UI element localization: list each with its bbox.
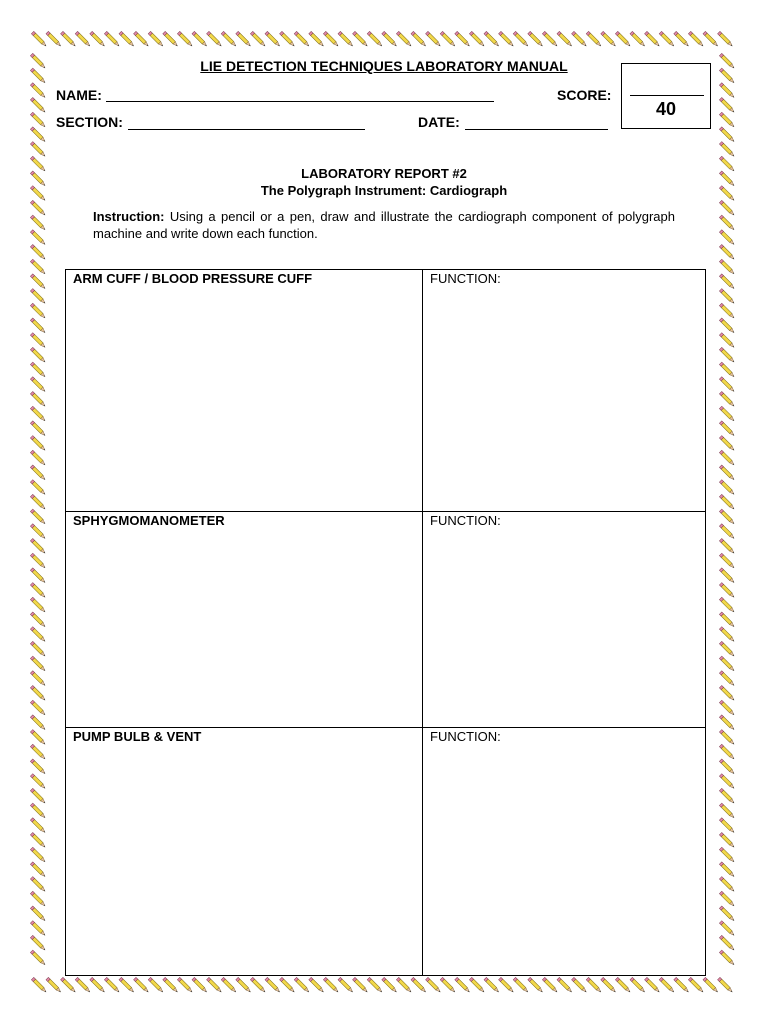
- name-blank-line[interactable]: [106, 101, 494, 102]
- score-label: SCORE:: [557, 87, 612, 103]
- score-total: 40: [655, 99, 677, 119]
- drawing-cell[interactable]: [66, 270, 423, 511]
- manual-title: LIE DETECTION TECHNIQUES LABORATORY MANUAL: [200, 58, 568, 74]
- section-blank-line[interactable]: [128, 129, 365, 130]
- drawing-cell[interactable]: [66, 728, 423, 975]
- instruction-paragraph: [93, 208, 675, 242]
- date-blank-line[interactable]: [465, 129, 608, 130]
- function-label: FUNCTION:: [430, 513, 501, 528]
- component-name: SPHYGMOMANOMETER: [73, 513, 225, 528]
- instruction-text: Using a pencil or a pen, draw and illustrate the cardiograph component of polygraph machine and write down each function.: [93, 209, 675, 241]
- name-label: NAME:: [56, 87, 102, 103]
- component-name: ARM CUFF / BLOOD PRESSURE CUFF: [73, 271, 313, 286]
- function-label: FUNCTION:: [430, 271, 501, 286]
- date-label: DATE:: [418, 114, 460, 130]
- function-cell[interactable]: [423, 512, 705, 727]
- drawing-cell[interactable]: [66, 512, 423, 727]
- instruction-label: Instruction:: [93, 209, 165, 224]
- function-label: FUNCTION:: [430, 729, 501, 744]
- component-table: [65, 269, 706, 976]
- component-name: PUMP BULB & VENT: [73, 729, 202, 744]
- function-cell[interactable]: [423, 728, 705, 975]
- report-title: LABORATORY REPORT #2: [301, 166, 467, 181]
- report-subtitle: The Polygraph Instrument: Cardiograph: [260, 183, 508, 198]
- function-cell[interactable]: [423, 270, 705, 511]
- score-blank-line[interactable]: [630, 95, 704, 96]
- section-label: SECTION:: [56, 114, 123, 130]
- table-row: [66, 270, 705, 511]
- table-row: [66, 727, 705, 975]
- table-row: [66, 511, 705, 727]
- score-box: [621, 63, 711, 129]
